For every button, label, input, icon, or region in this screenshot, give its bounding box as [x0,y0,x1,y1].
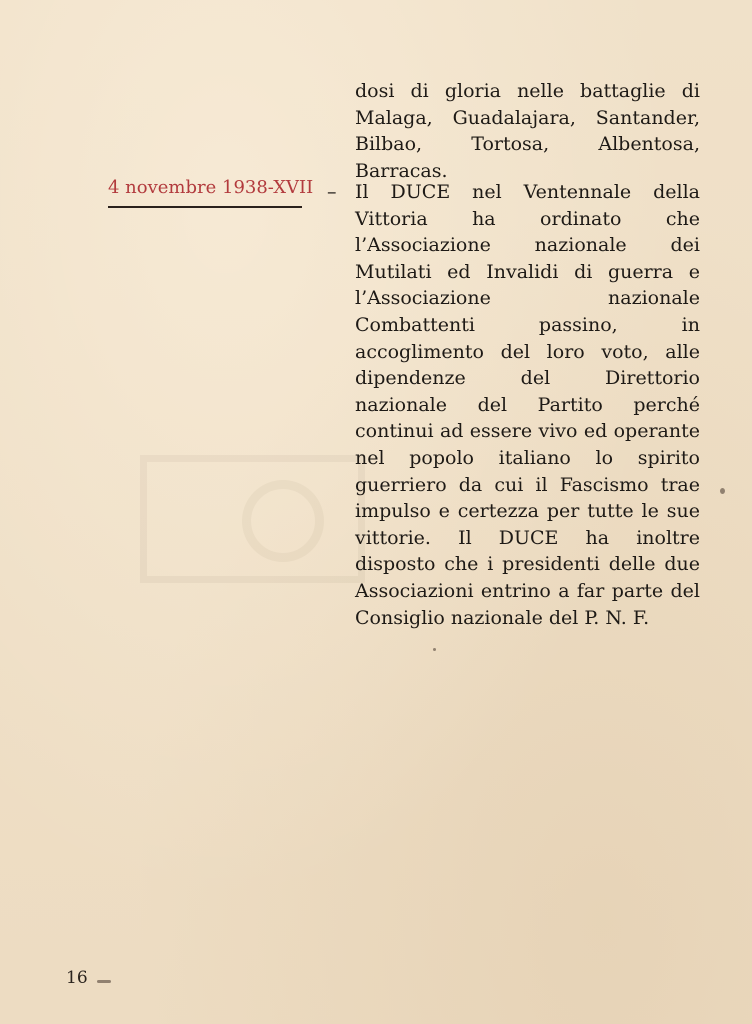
faint-watermark-stamp [140,455,365,583]
entry-paragraph [355,179,700,631]
entry-text: Il DUCE nel Ventennale della Vittoria ha ordinato che l’Associazione nazionale dei Mutilati ed Invalidi di guerra e l’Associazione nazionale Combattenti passino, in accoglimento del loro voto, alle dipendenze del Direttorio nazionale del Partito perché continui ad essere vivo ed operante nel popolo italiano lo spirito guerriero da cui il Fascismo trae impulso e certezza per tutte le sue vittorie. Il DUCE ha inoltre disposto che i presidenti delle due Associazioni entrino a far parte del Consiglio nazionale del P. N. F. [355,181,700,629]
continuation-paragraph [355,78,700,184]
page-number: 16 [66,968,88,988]
continuation-text: dosi di gloria nelle battaglie di Malaga, Guadalajara, Santander, Bilbao, Tortosa, Albentosa, Barracas. [355,80,700,182]
watermark-circle [242,480,324,562]
entry-dash: – [327,181,337,203]
ink-speck [433,648,436,651]
date-underline-rule [108,206,302,208]
entry-date: 4 novembre 1938-XVII [108,177,314,198]
ink-speck [720,488,725,494]
ink-speck [97,980,111,983]
